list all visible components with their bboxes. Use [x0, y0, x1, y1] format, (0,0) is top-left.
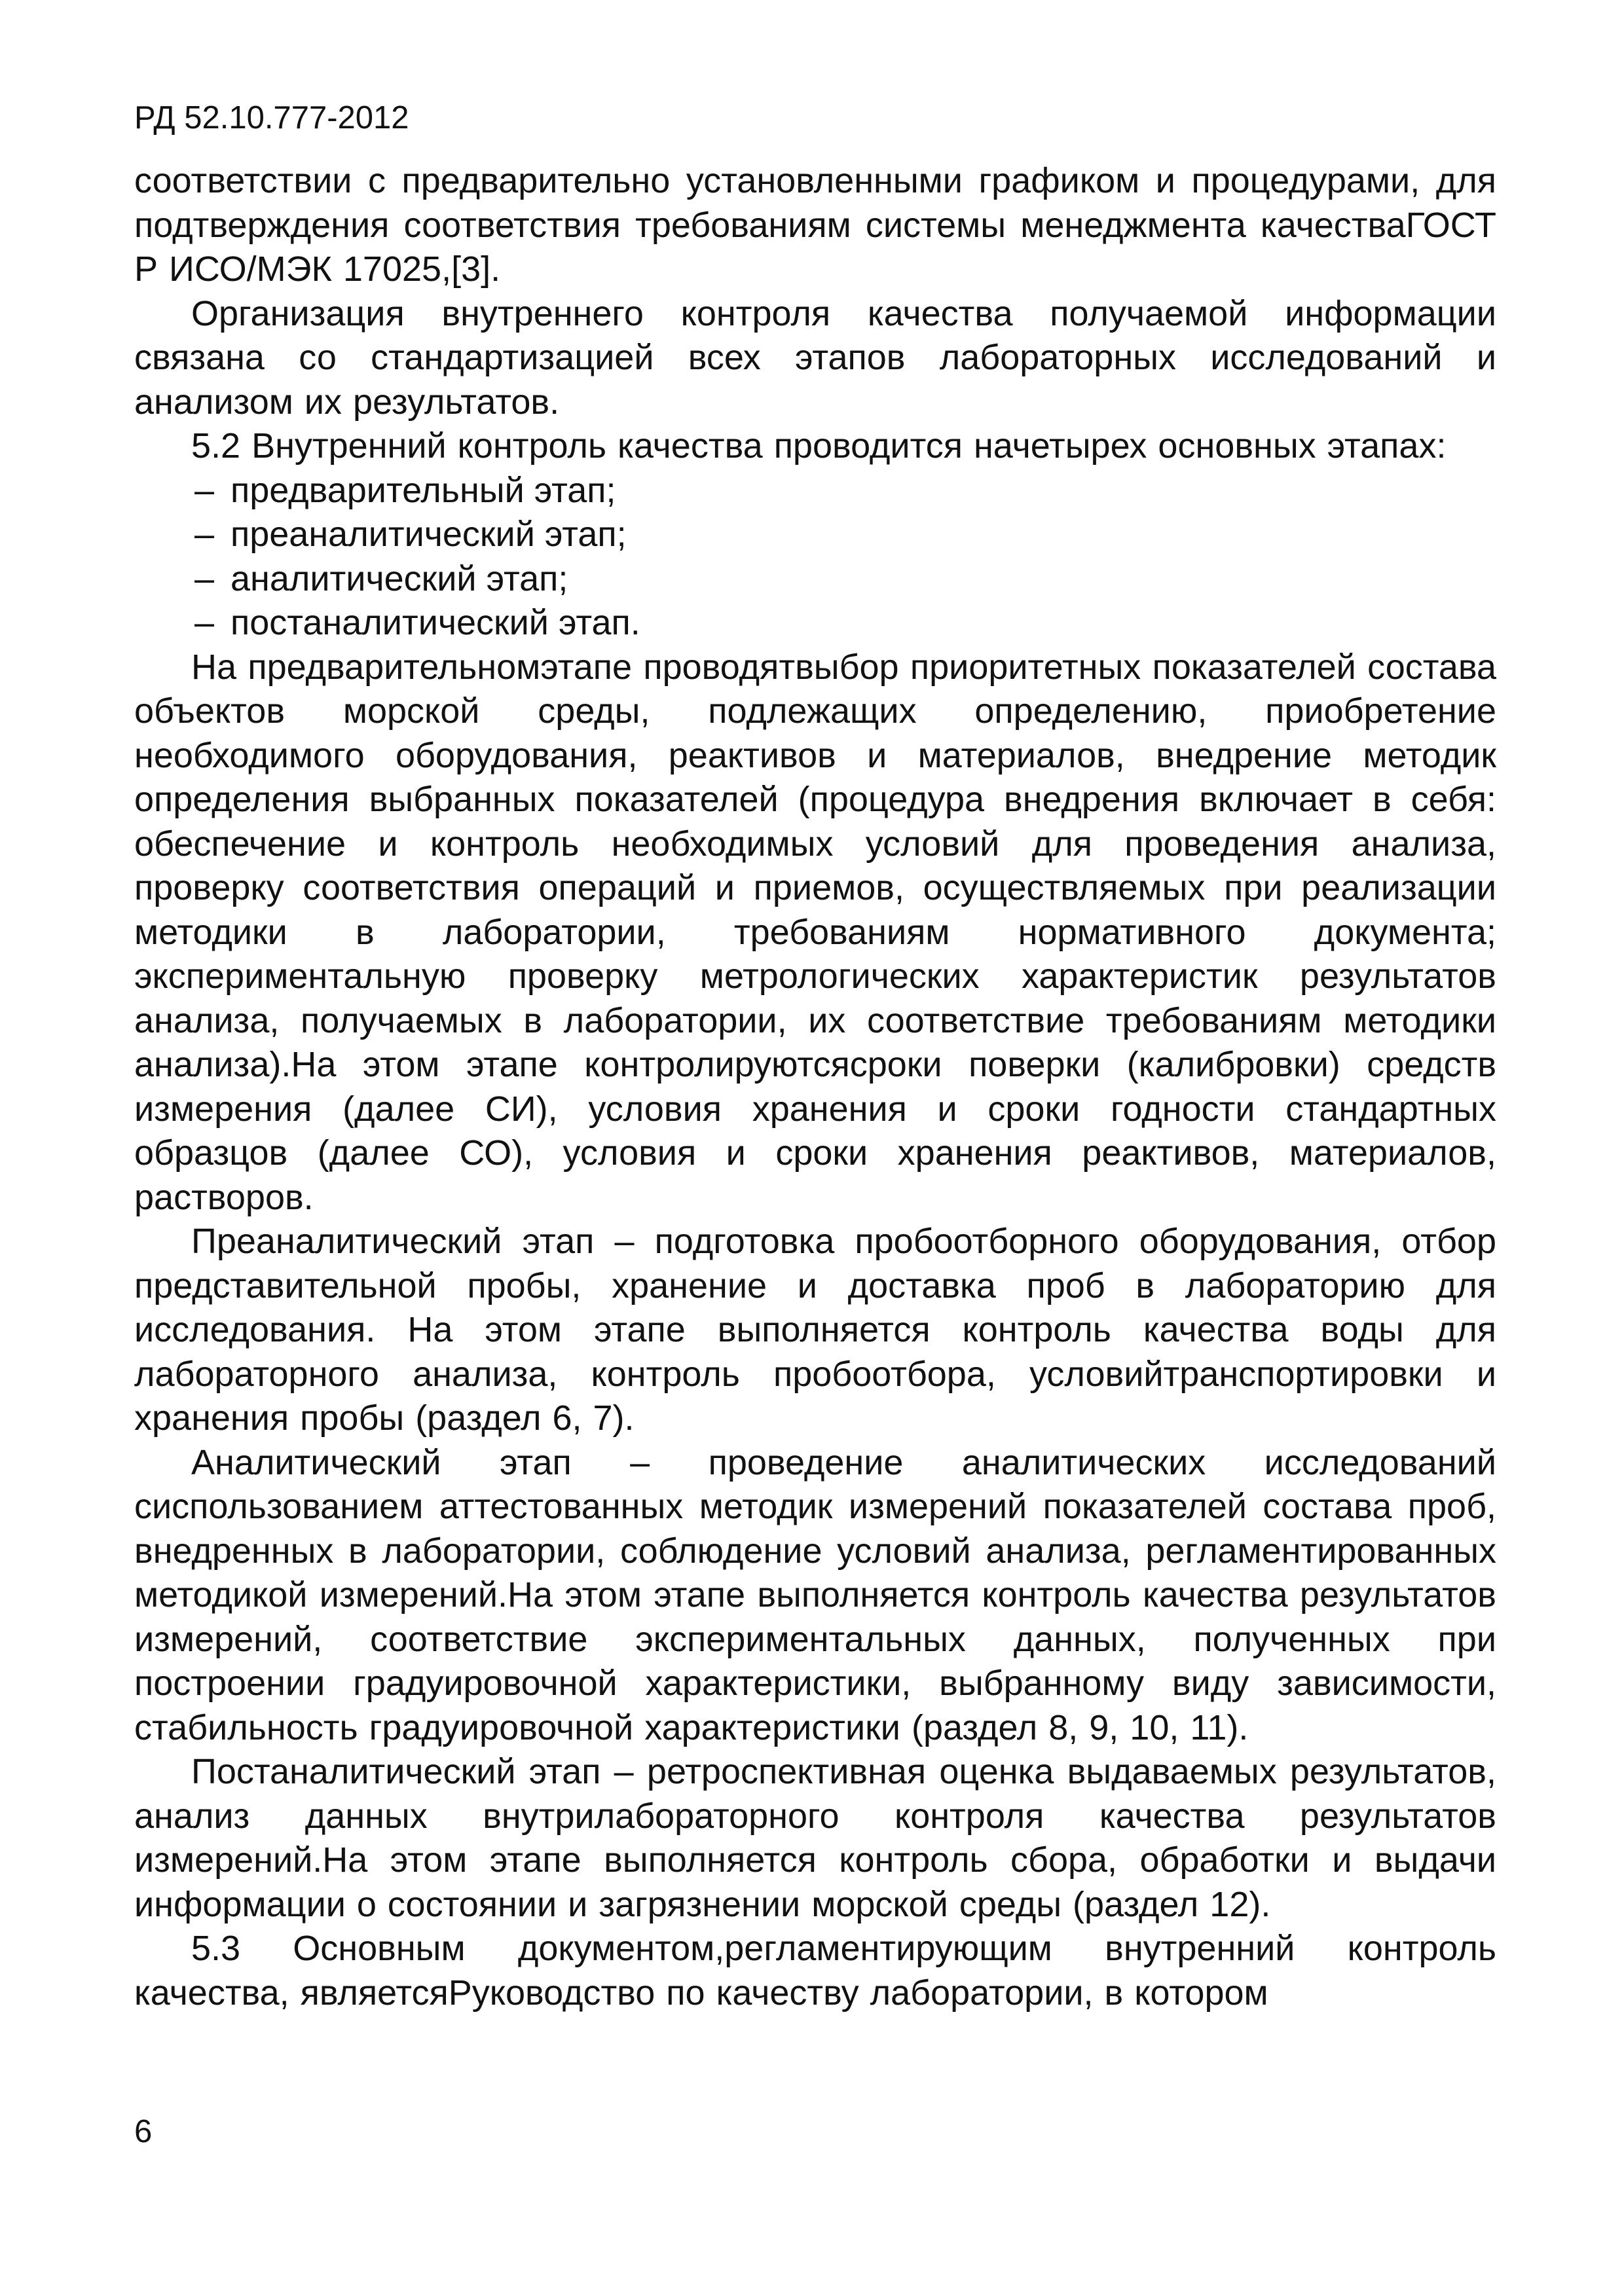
list-dash: – — [194, 558, 215, 598]
list-item — [134, 469, 1496, 513]
list-item — [134, 557, 1496, 602]
list-dash: – — [194, 603, 215, 642]
document-code-header: РД 52.10.777-2012 — [134, 100, 409, 136]
paragraph-5-2: 5.2 Внутренний контроль качества проводится начетырех основных этапах: — [191, 426, 1447, 465]
list-item-text: постаналитический этап. — [231, 603, 640, 642]
list-item — [134, 513, 1496, 557]
list-item-text: предварительный этап; — [231, 470, 616, 510]
list-dash: – — [194, 515, 215, 554]
list-item — [134, 601, 1496, 646]
paragraph-postanalytical-stage: Постаналитический этап – ретроспективная оценка выдаваемых результатов, анализ данных внутрилабораторного контроля качества результатов измерений.На этом этапе выполняется контроль сбора, обработки и выдачи информации о состоянии и загрязнении морской среды (раздел 12). — [134, 1752, 1496, 1924]
list-item-text: аналитический этап; — [231, 558, 568, 598]
list-item-text: преаналитический этап; — [231, 515, 627, 554]
body-text — [134, 159, 1496, 2015]
paragraph-analytical-stage: Аналитический этап – проведение аналитических исследований сиспользованием аттестованных методик измерений показателей состава проб, внедренных в лаборатории, соблюдение условий анализа, регламентированных методикой измерений.На этом этапе выполняется контроль качества результатов измерений, соответствие экспериментальных данных, полученных при построении градуировочной характеристики, выбранному виду зависимости, стабильность градуировочной характеристики (раздел 8, 9, 10, 11). — [134, 1442, 1496, 1747]
stages-list — [134, 469, 1496, 646]
paragraph-preanalytical-stage: Преаналитический этап – подготовка пробоотборного оборудования, отбор представительной пробы, хранение и доставка проб в лабораторию для исследования. На этом этапе выполняется контроль качества воды для лабораторного анализа, контроль пробоотбора, условийтранспортировки и хранения пробы (раздел 6, 7). — [134, 1222, 1496, 1438]
list-dash: – — [194, 470, 215, 510]
paragraph-continuation: соответствии с предварительно установленными графиком и процедурами, для подтверждения соответствия требованиям системы менеджмента качестваГОСТ Р ИСО/МЭК 17025,[3]. — [134, 161, 1496, 289]
page-number: 6 — [134, 2114, 153, 2149]
paragraph-preliminary-stage: На предварительномэтапе проводятвыбор приоритетных показателей состава объектов морской среды, подлежащих определению, приобретение необходимого оборудования, реактивов и материалов, внедрение методик определения выбранных показателей (процедура внедрения включает в себя: обеспечение и контроль необходимых условий для проведения анализа, проверку соответствия операций и приемов, осуществляемых при реализации методики в лаборатории, требованиям нормативного документа; экспериментальную проверку метрологических характеристик результатов анализа, получаемых в лаборатории, их соответствие требованиям методики анализа).На этом этапе контролируютсясроки поверки (калибровки) средств измерения (далее СИ), условия хранения и сроки годности стандартных образцов (далее СО), условия и сроки хранения реактивов, материалов, растворов. — [134, 647, 1496, 1217]
paragraph-5-3: 5.3 Основным документом,регламентирующим внутренний контроль качества, являетсяРуководство по качеству лаборатории, в котором — [134, 1929, 1496, 2013]
paragraph-internal-control-organization: Организация внутреннего контроля качества получаемой информации связана со стандартизацией всех этапов лабораторных исследований и анализом их результатов. — [134, 293, 1496, 422]
